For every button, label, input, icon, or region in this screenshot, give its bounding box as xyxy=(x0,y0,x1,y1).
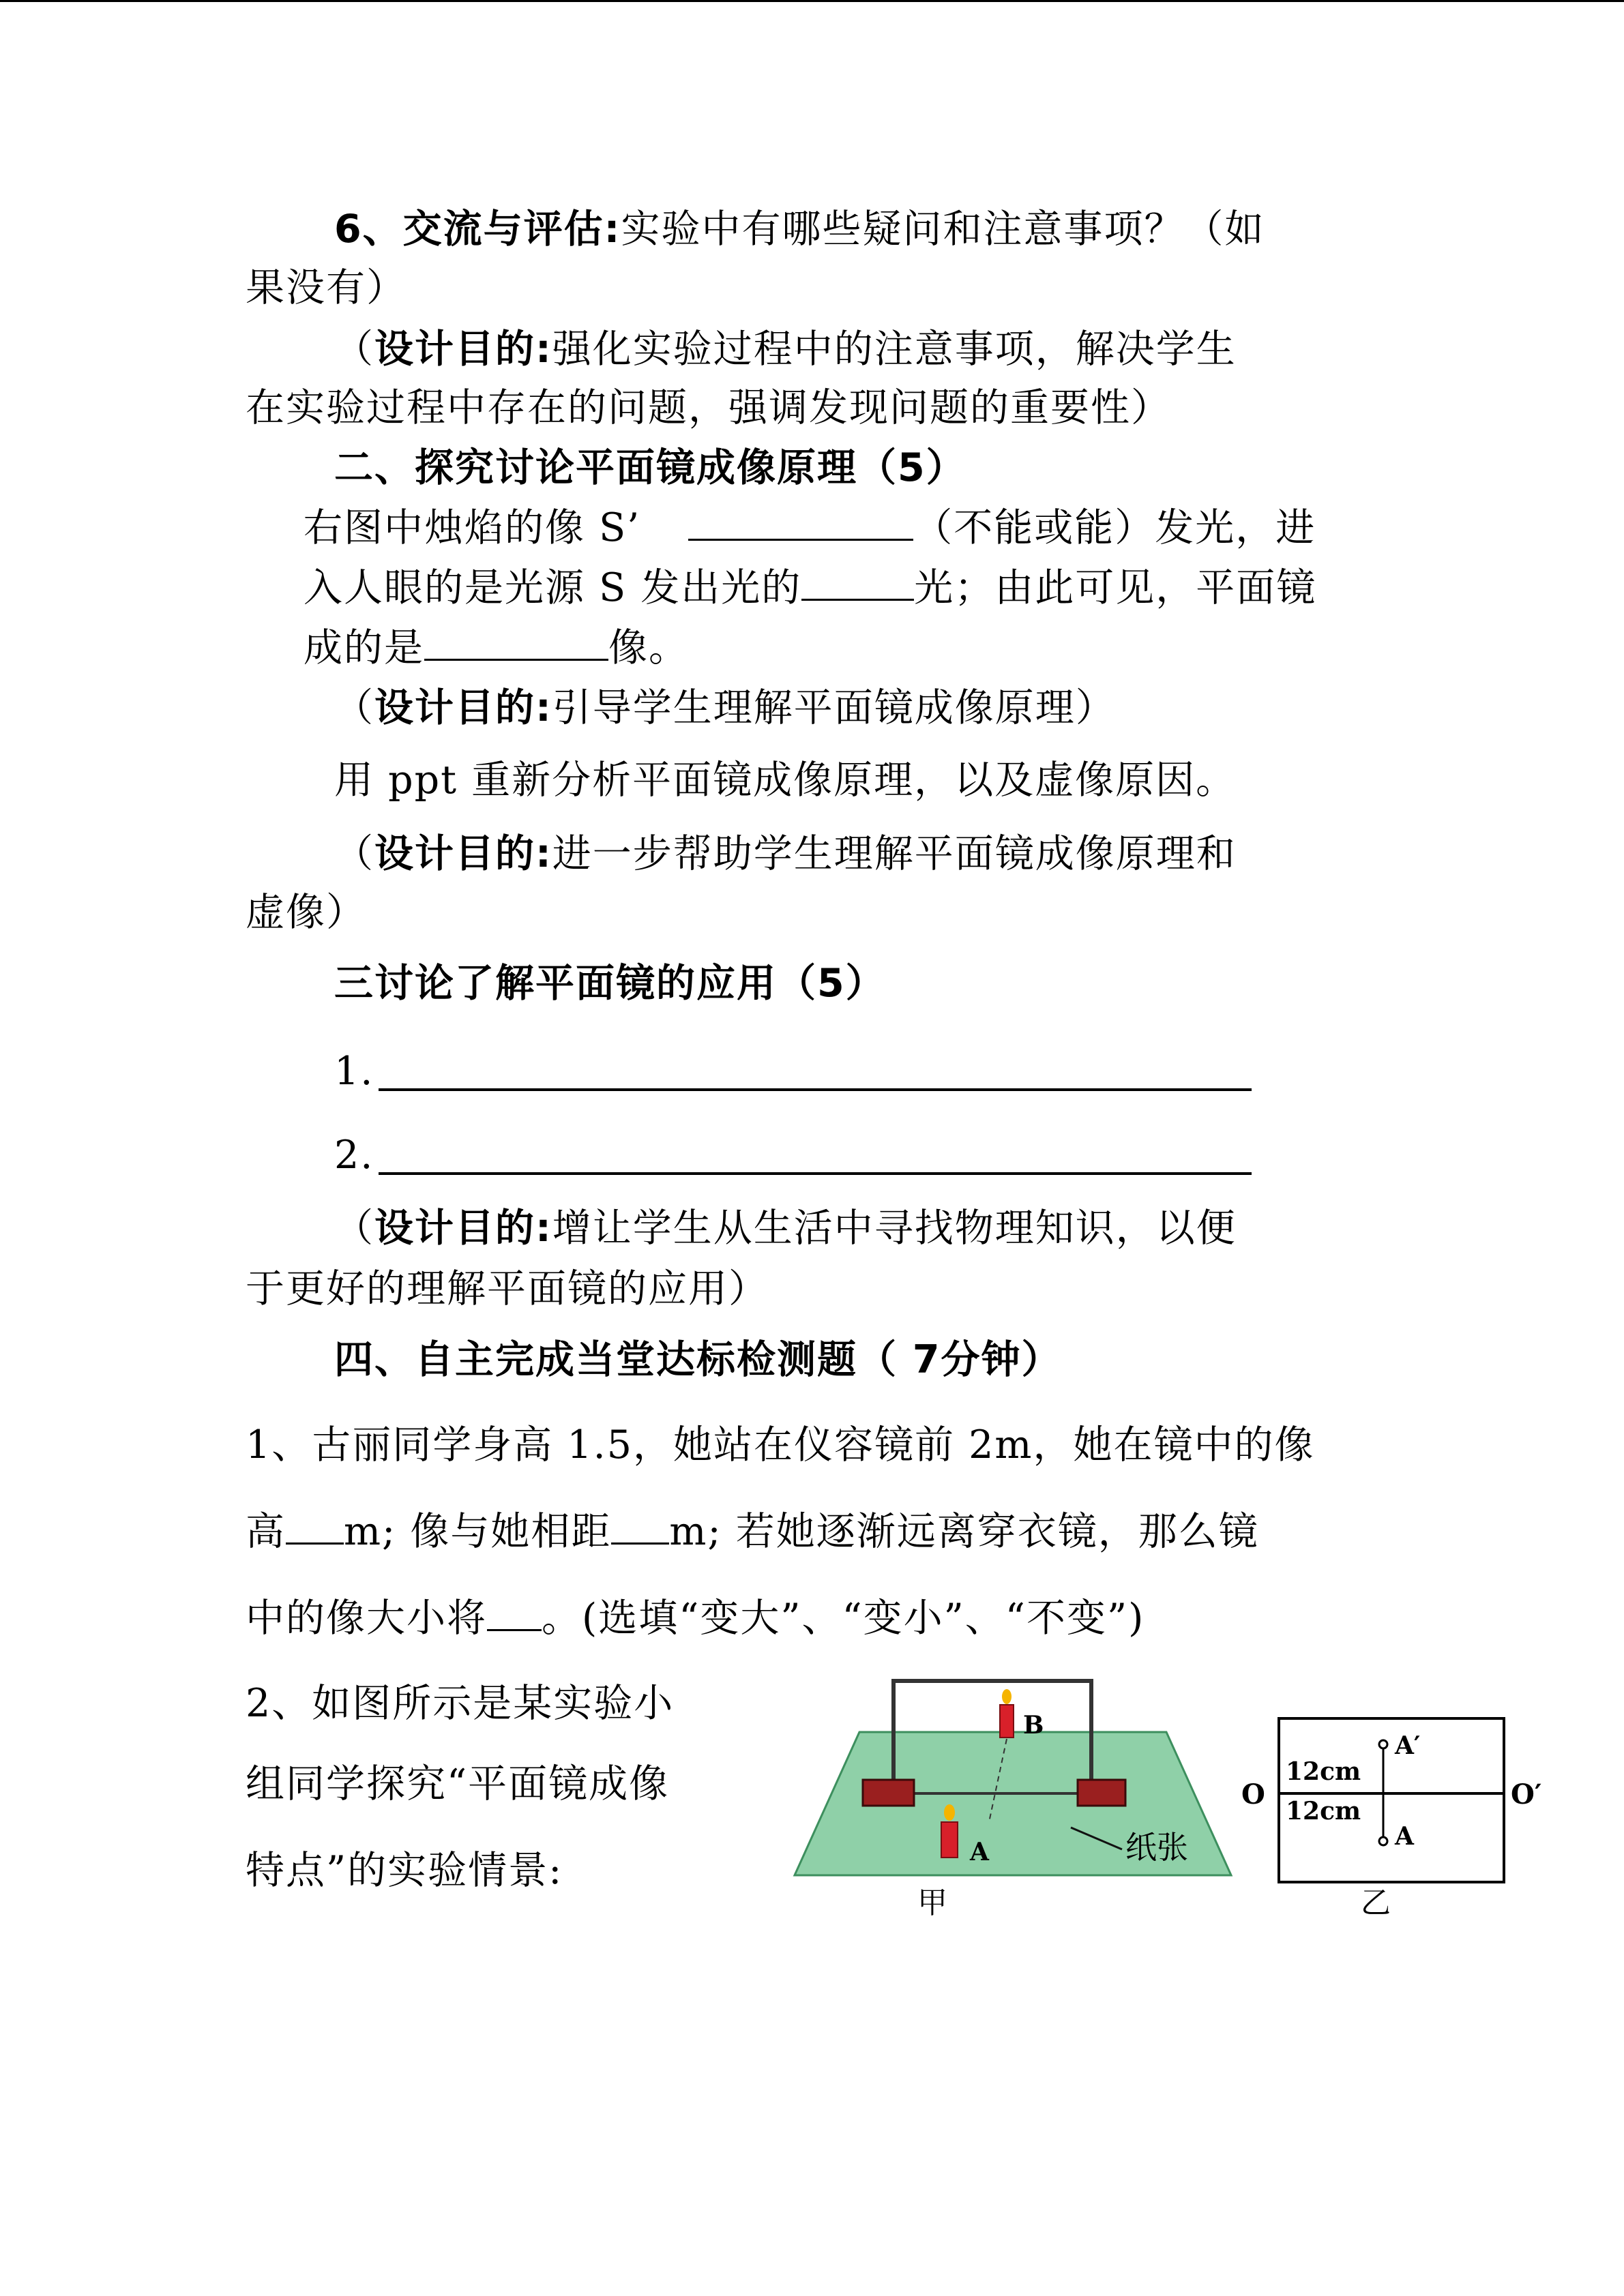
candle-b xyxy=(1000,1705,1014,1738)
image-question-line1: 右图中烛焰的像 S’ （不能或能）发光，进 xyxy=(304,503,1316,552)
q2-line2: 组同学探究“平面镜成像 xyxy=(246,1761,670,1806)
fill-blank[interactable] xyxy=(487,1594,542,1631)
application-item-1: 1. xyxy=(334,1049,374,1094)
q1-line1: 1、古丽同学身高 1.5，她站在仪容镜前 2m，她在镜中的像 xyxy=(246,1422,1315,1467)
application-item-2: 2. xyxy=(334,1133,374,1178)
section3-heading: 三讨论了解平面镜的应用（5） xyxy=(334,961,886,1006)
point-a xyxy=(1379,1837,1387,1845)
purpose-label: 设计目的: xyxy=(374,685,552,730)
distance-top: 12cm xyxy=(1286,1757,1361,1786)
flame-a xyxy=(944,1804,955,1821)
section6-line1 xyxy=(334,205,1265,254)
purpose3-line2: 虚像） xyxy=(246,890,366,935)
label-paper: 纸张 xyxy=(1125,1829,1188,1866)
purpose4-line1: （设计目的:增让学生从生活中寻找物理知识，以便 xyxy=(334,1206,1237,1251)
flame-b xyxy=(1002,1689,1012,1704)
fill-blank[interactable] xyxy=(611,1507,669,1545)
label-o-prime: O′ xyxy=(1511,1778,1541,1810)
caption-yi: 乙 xyxy=(1361,1885,1391,1916)
purpose2-line: （设计目的:引导学生理解平面镜成像原理） xyxy=(334,685,1116,730)
distance-bottom: 12cm xyxy=(1286,1797,1361,1825)
support-block-right xyxy=(1078,1780,1125,1806)
image-question-line2: 入人眼的是光源 S 发出光的 光；由此可见，平面镜 xyxy=(304,563,1316,612)
figure-jia xyxy=(778,1671,1269,1923)
section6-text: 实验中有哪些疑问和注意事项？（如 xyxy=(621,207,1265,252)
candle-a xyxy=(941,1822,958,1858)
support-block-left xyxy=(863,1780,914,1806)
purpose1-line1: （设计目的:强化实验过程中的注意事项，解决学生 xyxy=(334,327,1237,372)
page-top-border xyxy=(0,0,1624,2)
section6-heading: 6、交流与评估: xyxy=(334,207,621,252)
purpose4-line2: 于更好的理解平面镜的应用） xyxy=(246,1266,769,1311)
label-a-prime: A′ xyxy=(1395,1731,1421,1760)
figure-yi xyxy=(1228,1705,1541,1916)
section4-heading: 四、自主完成当堂达标检测题（ 7分钟） xyxy=(334,1337,1062,1382)
purpose-label: 设计目的: xyxy=(374,1206,552,1251)
purpose1-line2: 在实验过程中存在的问题，强调发现问题的重要性） xyxy=(246,385,1171,430)
label-b: B xyxy=(1023,1711,1044,1740)
q2-line1: 2、如图所示是某实验小 xyxy=(246,1681,675,1726)
ppt-line: 用 ppt 重新分析平面镜成像原理，以及虚像原因。 xyxy=(334,758,1237,803)
fill-blank[interactable] xyxy=(688,503,913,541)
section2-heading: 二、探究讨论平面镜成像原理（5） xyxy=(334,445,966,490)
application-answer-line-1[interactable] xyxy=(379,1088,1252,1091)
fill-blank[interactable] xyxy=(424,623,608,661)
label-o: O xyxy=(1241,1778,1265,1810)
section6-line2: 果没有） xyxy=(246,265,407,310)
caption-jia: 甲 xyxy=(917,1885,947,1920)
q1-line2: 高 m; 像与她相距 m; 若她逐渐远离穿衣镜，那么镜 xyxy=(246,1507,1259,1556)
fill-blank[interactable] xyxy=(286,1507,344,1545)
fill-blank[interactable] xyxy=(801,563,914,601)
label-a: A xyxy=(1395,1822,1414,1851)
purpose3-line1: （设计目的:进一步帮助学生理解平面镜成像原理和 xyxy=(334,831,1237,876)
purpose-label: 设计目的: xyxy=(374,831,552,876)
application-answer-line-2[interactable] xyxy=(379,1172,1252,1175)
q2-line3: 特点”的实验情景: xyxy=(246,1848,563,1893)
label-a: A xyxy=(970,1838,989,1866)
purpose-label: 设计目的: xyxy=(374,327,552,372)
q1-line3: 中的像大小将 。(选填“变大”、“变小”、“不变”) xyxy=(246,1594,1145,1643)
point-a-prime xyxy=(1379,1740,1387,1748)
image-question-line3: 成的是 像。 xyxy=(304,623,689,672)
